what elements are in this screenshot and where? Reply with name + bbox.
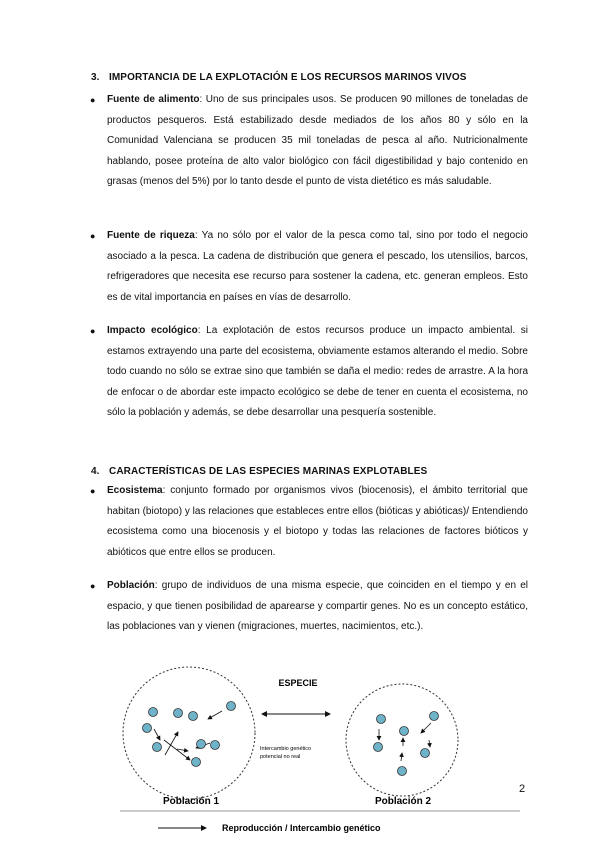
- population-1-label: Población 1: [162, 796, 220, 807]
- bullet-term: Fuente de alimento: [107, 94, 200, 105]
- population-2-label: Población 2: [374, 796, 432, 807]
- exchange-label-line-2: potencial no real: [260, 754, 301, 760]
- bullet-text: : grupo de individuos de una misma especie, que coinciden en el tiempo y en el espacio, y que tienen posibilidad de aparearse y compartir genes. No es un concepto estático, las poblaciones van y vienen (migraciones, muertes, nacimientos, etc.).: [107, 580, 528, 633]
- exchange-label-line-1: Intercambio genético: [260, 746, 312, 752]
- section-title-text: IMPORTANCIA DE LA EXPLOTACIÓN E LOS RECURSOS MARINOS VIVOS: [109, 72, 467, 83]
- bullet-marker: ●: [90, 486, 96, 496]
- section-title-text: CARACTERÍSTICAS DE LAS ESPECIES MARINAS EXPLOTABLES: [109, 466, 428, 477]
- population-1-circle: [123, 667, 255, 799]
- bullet-term: Impacto ecológico: [107, 325, 198, 336]
- diagram-title: ESPECIE: [278, 678, 318, 688]
- bullet-marker: ●: [90, 581, 96, 591]
- section-number: 3.: [91, 72, 100, 83]
- bullet-term: Fuente de riqueza: [107, 230, 195, 241]
- population-2-circle: [346, 684, 458, 796]
- bullet-text: : Uno de sus principales usos. Se producen 90 millones de toneladas de productos pesqueros. Está estabilizado desde mediados de los años 80 y sólo en la Comunidad Valenciana se producen 35 mil toneladas de pesca al año. Nutricionalmente hablando, posee proteína de alto valor biológico con fácil digestibilidad y bajo contenido en grasas (menos del 5%) por lo tanto desde el punto de vista dietético es más saludable.: [107, 94, 529, 188]
- diagram-legend: Reproducción / Intercambio genético: [222, 823, 381, 833]
- bullet-term: Población: [107, 580, 155, 591]
- population-2-individuals: [374, 712, 439, 776]
- bullet-marker: ●: [90, 231, 96, 241]
- section-number: 4.: [91, 466, 100, 477]
- page-number: 2: [519, 783, 526, 795]
- bullet-text: : La explotación de estos recursos produce un impacto ambiental. si estamos extrayendo una parte del ecosistema, obviamente estamos alterando el medio. Sobre todo cuando no sólo se extrae sino que también se daña el medio: redes de arrastre. A la hora de enfocar o de abordar este impacto ecológico se debe de tener en cuenta el ecosistema, no sólo la población y además, se debe desarrollar una pesquería sostenible.: [107, 325, 529, 419]
- bullet-term: Ecosistema: [107, 485, 163, 496]
- bullet-text: : Ya no sólo por el valor de la pesca como tal, sino por todo el negocio asociado a la pesca. La cadena de distribución que genera el pescado, los utensilios, barcos, refrigeradores que necesita ese recurso para sostener la cadena, etc. generan empleos. Esto es de vital importancia en países en vías de desarrollo.: [107, 230, 528, 303]
- bullet-marker: ●: [90, 95, 96, 105]
- population-1-arrows: [154, 711, 222, 760]
- bullet-marker: ●: [90, 326, 96, 336]
- bullet-text: : conjunto formado por organismos vivos (biocenosis), el ámbito territorial que habitan (biotopo) y las relaciones que estableces entre ellos (bióticas y abióticas)/ Entendiendo ecosistema como una biocenosis y el biotopo y todas las relaciones de factores bióticos y abióticos que entre ellos se producen.: [107, 485, 528, 558]
